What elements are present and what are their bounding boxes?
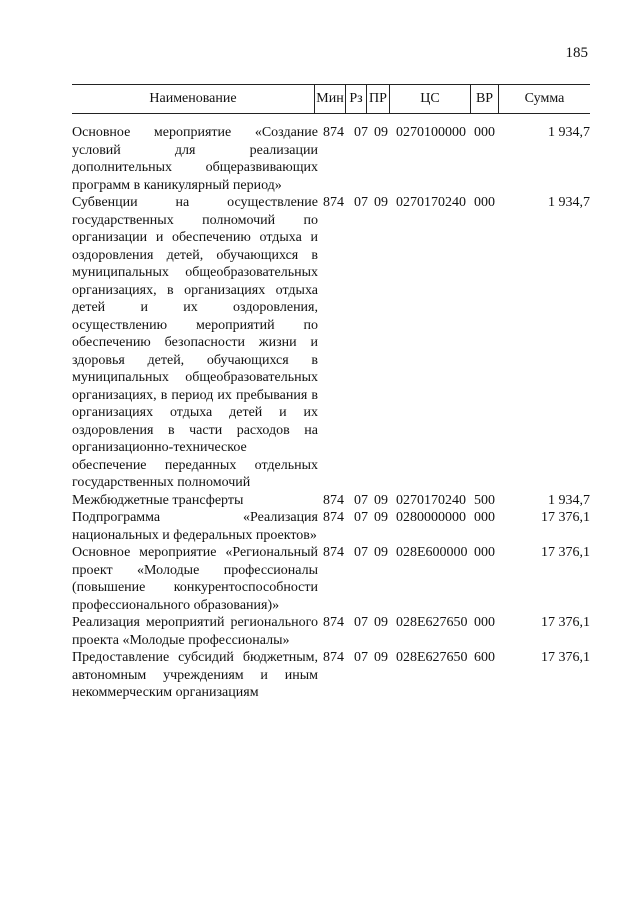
row-pr: 09 xyxy=(374,492,388,508)
row-name: Субвенции на осуществление государственных полномочий по организации и обеспечению отдыха и оздоровления детей, обучающихся в муниципальных общеобразовательных организациях, в организациях отдыха детей и их оздоровления, осуществлению мероприятий по обеспечению безопасности жизни и здоровья детей, обучающихся в муниципальных общеобразовательных организациях, в период их пребывания в организациях отдыха детей и их оздоровления в части расходов на организационно-техническое обеспечение переданных отдельных государственных полномочий xyxy=(72,195,318,490)
table-row xyxy=(72,124,590,194)
row-name: Предоставление субсидий бюджетным, автономным учреждениям и иным некоммерческим организациям xyxy=(72,650,318,700)
row-sum: 17 376,1 xyxy=(541,650,590,665)
row-codes xyxy=(72,124,590,142)
row-rz: 07 xyxy=(354,492,368,508)
row-vr: 600 xyxy=(474,650,495,665)
col-header-sum: Сумма xyxy=(524,91,565,106)
col-header-rz: Рз xyxy=(349,91,363,106)
row-pr: 09 xyxy=(374,615,388,630)
row-vr: 000 xyxy=(474,510,495,525)
col-header-vr: ВР xyxy=(475,91,494,106)
row-name: Подпрограмма «Реализация национальных и федеральных проектов» xyxy=(72,510,318,543)
row-name: Реализация мероприятий регионального проекта «Молодые профессионалы» xyxy=(72,615,318,648)
col-header-name: Наименование xyxy=(149,91,237,106)
row-codes xyxy=(72,194,590,212)
table-row xyxy=(72,544,590,614)
row-vr: 000 xyxy=(474,125,495,140)
table-row xyxy=(72,509,590,544)
table-row xyxy=(72,194,590,492)
row-name: Основное мероприятие «Создание условий для реализации дополнительных общеразвивающих программ в каникулярный период» xyxy=(72,125,318,193)
row-min: 874 xyxy=(323,510,344,525)
row-rz: 07 xyxy=(354,545,368,560)
row-pr: 09 xyxy=(374,195,388,210)
row-vr: 000 xyxy=(474,545,495,560)
table-header xyxy=(72,84,590,114)
row-rz: 07 xyxy=(354,195,368,210)
row-min: 874 xyxy=(323,492,344,508)
row-vr: 000 xyxy=(474,195,495,210)
row-vr: 000 xyxy=(474,615,495,630)
row-pr: 09 xyxy=(374,510,388,525)
row-codes xyxy=(72,614,590,632)
row-name: Межбюджетные трансферты xyxy=(72,492,244,508)
row-cs: 028E600000 xyxy=(396,545,468,560)
col-header-min: Мин xyxy=(316,91,344,106)
row-rz: 07 xyxy=(354,510,368,525)
row-cs: 0280000000 xyxy=(396,510,466,525)
row-rz: 07 xyxy=(354,650,368,665)
row-pr: 09 xyxy=(374,650,388,665)
row-pr: 09 xyxy=(374,545,388,560)
row-sum: 1 934,7 xyxy=(548,492,590,508)
row-min: 874 xyxy=(323,615,344,630)
col-header-cs: ЦС xyxy=(420,91,440,106)
row-sum: 17 376,1 xyxy=(541,510,590,525)
row-codes xyxy=(72,492,590,510)
row-sum: 17 376,1 xyxy=(541,545,590,560)
page-number: 185 xyxy=(565,45,588,61)
row-min: 874 xyxy=(323,650,344,665)
table-row xyxy=(72,492,590,510)
table-row xyxy=(72,649,590,702)
row-codes xyxy=(72,544,590,562)
row-min: 874 xyxy=(323,195,344,210)
row-cs: 0270170240 xyxy=(396,492,466,508)
row-name: Основное мероприятие «Региональный проект «Молодые профессионалы (повышение конкурентоспособности профессионального образования)» xyxy=(72,545,318,613)
row-sum: 1 934,7 xyxy=(548,125,590,140)
row-rz: 07 xyxy=(354,125,368,140)
row-cs: 0270100000 xyxy=(396,125,466,140)
row-rz: 07 xyxy=(354,615,368,630)
row-codes xyxy=(72,649,590,667)
table-row xyxy=(72,614,590,649)
row-cs: 028E627650 xyxy=(396,615,468,630)
row-cs: 0270170240 xyxy=(396,195,466,210)
row-min: 874 xyxy=(323,125,344,140)
row-sum: 1 934,7 xyxy=(548,195,590,210)
row-pr: 09 xyxy=(374,125,388,140)
row-codes xyxy=(72,509,590,527)
row-cs: 028E627650 xyxy=(396,650,468,665)
row-sum: 17 376,1 xyxy=(541,615,590,630)
budget-table-body xyxy=(72,124,590,702)
row-min: 874 xyxy=(323,545,344,560)
row-vr: 500 xyxy=(474,492,495,508)
col-header-pr: ПР xyxy=(369,91,387,106)
